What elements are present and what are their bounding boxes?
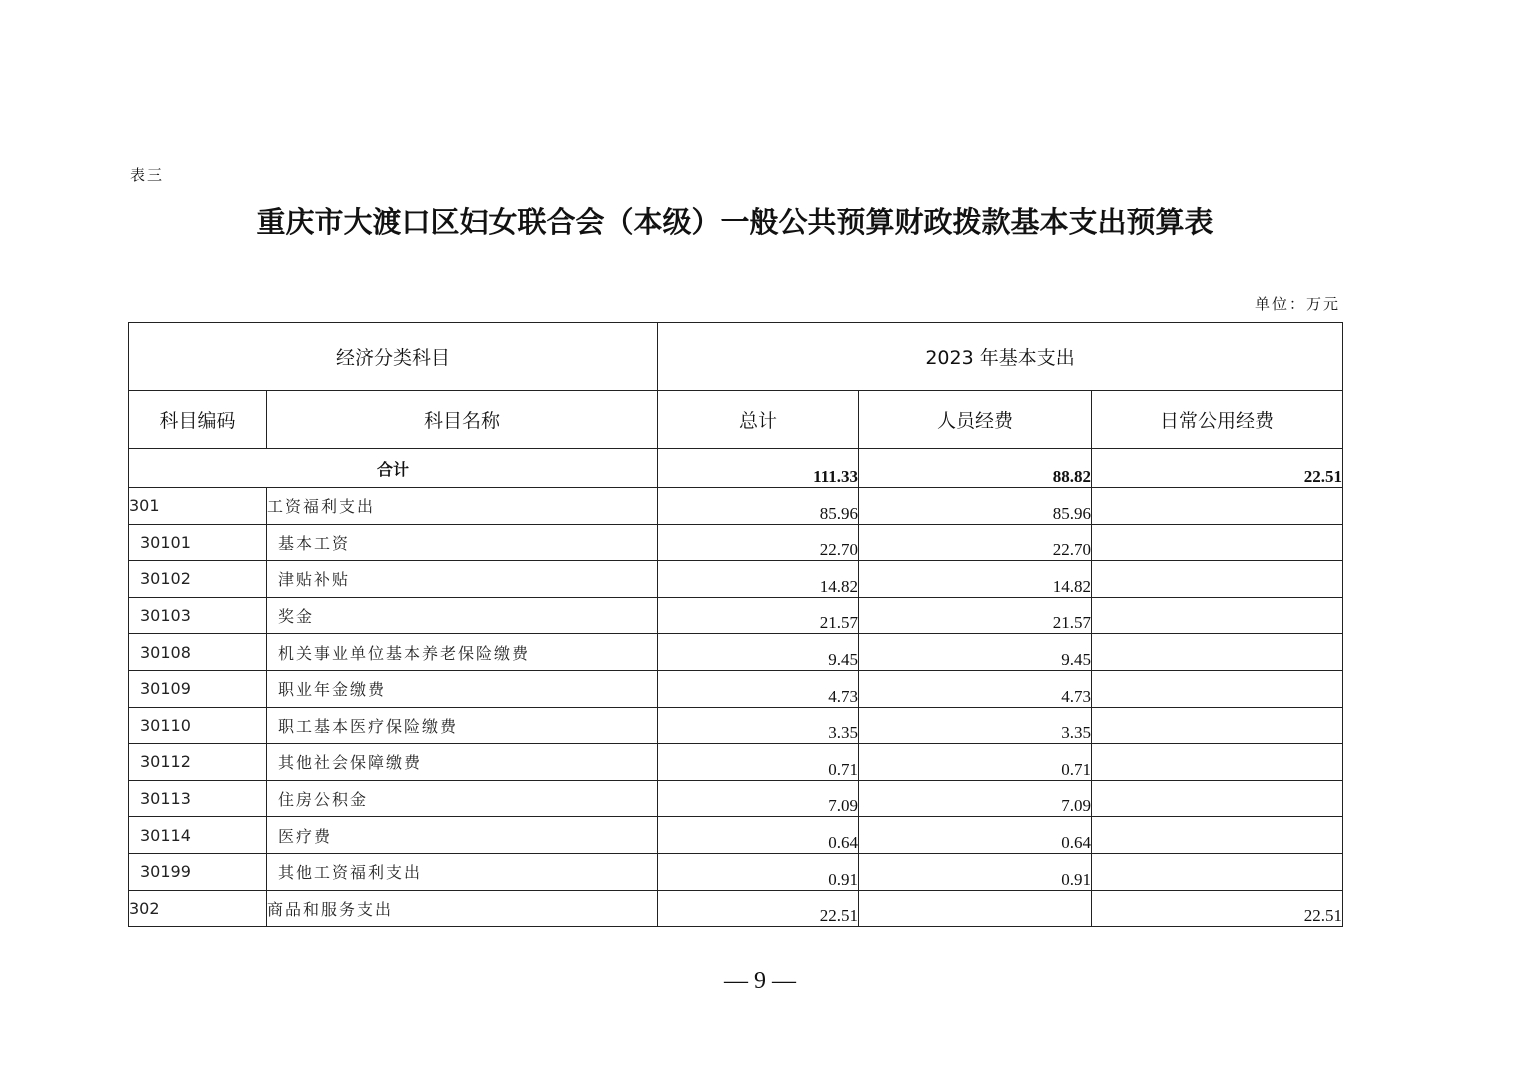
row-name: 奖金: [267, 597, 658, 634]
row-total: 0.64: [658, 817, 859, 854]
budget-table: [128, 322, 1343, 927]
row-name: 其他社会保障缴费: [267, 744, 658, 781]
table-row: [129, 853, 1343, 890]
total-daily: 22.51: [1092, 449, 1343, 488]
row-code: 30108: [129, 634, 267, 671]
row-name: 住房公积金: [267, 780, 658, 817]
row-daily: [1092, 744, 1343, 781]
row-personnel: 9.45: [859, 634, 1092, 671]
header-row-2: [129, 391, 1343, 449]
row-personnel: 0.64: [859, 817, 1092, 854]
row-daily: [1092, 707, 1343, 744]
row-total: 9.45: [658, 634, 859, 671]
row-total: 14.82: [658, 561, 859, 598]
total-row: [129, 449, 1343, 488]
unit-label: 单位：万元: [1254, 295, 1340, 313]
table-row: [129, 780, 1343, 817]
row-total: 3.35: [658, 707, 859, 744]
row-daily: [1092, 597, 1343, 634]
row-name: 商品和服务支出: [267, 890, 658, 927]
row-name: 基本工资: [267, 524, 658, 561]
table-row: [129, 744, 1343, 781]
row-code: 302: [129, 890, 267, 927]
row-daily: [1092, 670, 1343, 707]
header-row-1: [129, 323, 1343, 391]
row-personnel: 0.91: [859, 853, 1092, 890]
table-row: [129, 890, 1343, 927]
document-title: 重庆市大渡口区妇女联合会（本级）一般公共预算财政拨款基本支出预算表: [256, 205, 1214, 239]
total-amount: 111.33: [658, 449, 859, 488]
row-code: 30112: [129, 744, 267, 781]
row-code: 30103: [129, 597, 267, 634]
row-daily: 22.51: [1092, 890, 1343, 927]
row-total: 0.91: [658, 853, 859, 890]
total-personnel: 88.82: [859, 449, 1092, 488]
row-daily: [1092, 817, 1343, 854]
table-row: [129, 670, 1343, 707]
row-total: 85.96: [658, 488, 859, 525]
table-row: [129, 524, 1343, 561]
header-personnel: 人员经费: [859, 391, 1092, 449]
row-total: 7.09: [658, 780, 859, 817]
table-row: [129, 488, 1343, 525]
row-total: 0.71: [658, 744, 859, 781]
row-name: 职工基本医疗保险缴费: [267, 707, 658, 744]
header-econ-category: 经济分类科目: [129, 323, 658, 391]
row-personnel: 4.73: [859, 670, 1092, 707]
header-code: 科目编码: [129, 391, 267, 449]
table-row: [129, 634, 1343, 671]
row-total: 22.51: [658, 890, 859, 927]
table-row: [129, 597, 1343, 634]
row-personnel: 85.96: [859, 488, 1092, 525]
row-code: 30114: [129, 817, 267, 854]
row-code: 301: [129, 488, 267, 525]
table-row: [129, 707, 1343, 744]
row-daily: [1092, 780, 1343, 817]
header-daily: 日常公用经费: [1092, 391, 1343, 449]
row-daily: [1092, 488, 1343, 525]
row-code: 30109: [129, 670, 267, 707]
row-name: 津贴补贴: [267, 561, 658, 598]
table-row: [129, 561, 1343, 598]
row-personnel: 21.57: [859, 597, 1092, 634]
table-row: [129, 817, 1343, 854]
row-code: 30113: [129, 780, 267, 817]
header-total: 总计: [658, 391, 859, 449]
header-year-expense: 2023 年基本支出: [658, 323, 1343, 391]
row-name: 医疗费: [267, 817, 658, 854]
row-personnel: 22.70: [859, 524, 1092, 561]
row-code: 30102: [129, 561, 267, 598]
row-name: 工资福利支出: [267, 488, 658, 525]
row-daily: [1092, 524, 1343, 561]
page-number: — 9 —: [724, 968, 796, 994]
row-name: 机关事业单位基本养老保险缴费: [267, 634, 658, 671]
row-daily: [1092, 561, 1343, 598]
row-daily: [1092, 634, 1343, 671]
row-code: 30110: [129, 707, 267, 744]
total-label: 合计: [129, 449, 658, 488]
row-personnel: 14.82: [859, 561, 1092, 598]
row-personnel: 0.71: [859, 744, 1092, 781]
row-personnel: 7.09: [859, 780, 1092, 817]
row-personnel: [859, 890, 1092, 927]
row-personnel: 3.35: [859, 707, 1092, 744]
row-code: 30101: [129, 524, 267, 561]
row-total: 21.57: [658, 597, 859, 634]
header-name: 科目名称: [267, 391, 658, 449]
row-name: 职业年金缴费: [267, 670, 658, 707]
row-daily: [1092, 853, 1343, 890]
row-code: 30199: [129, 853, 267, 890]
row-total: 22.70: [658, 524, 859, 561]
row-total: 4.73: [658, 670, 859, 707]
table-label: 表三: [130, 166, 165, 184]
row-name: 其他工资福利支出: [267, 853, 658, 890]
